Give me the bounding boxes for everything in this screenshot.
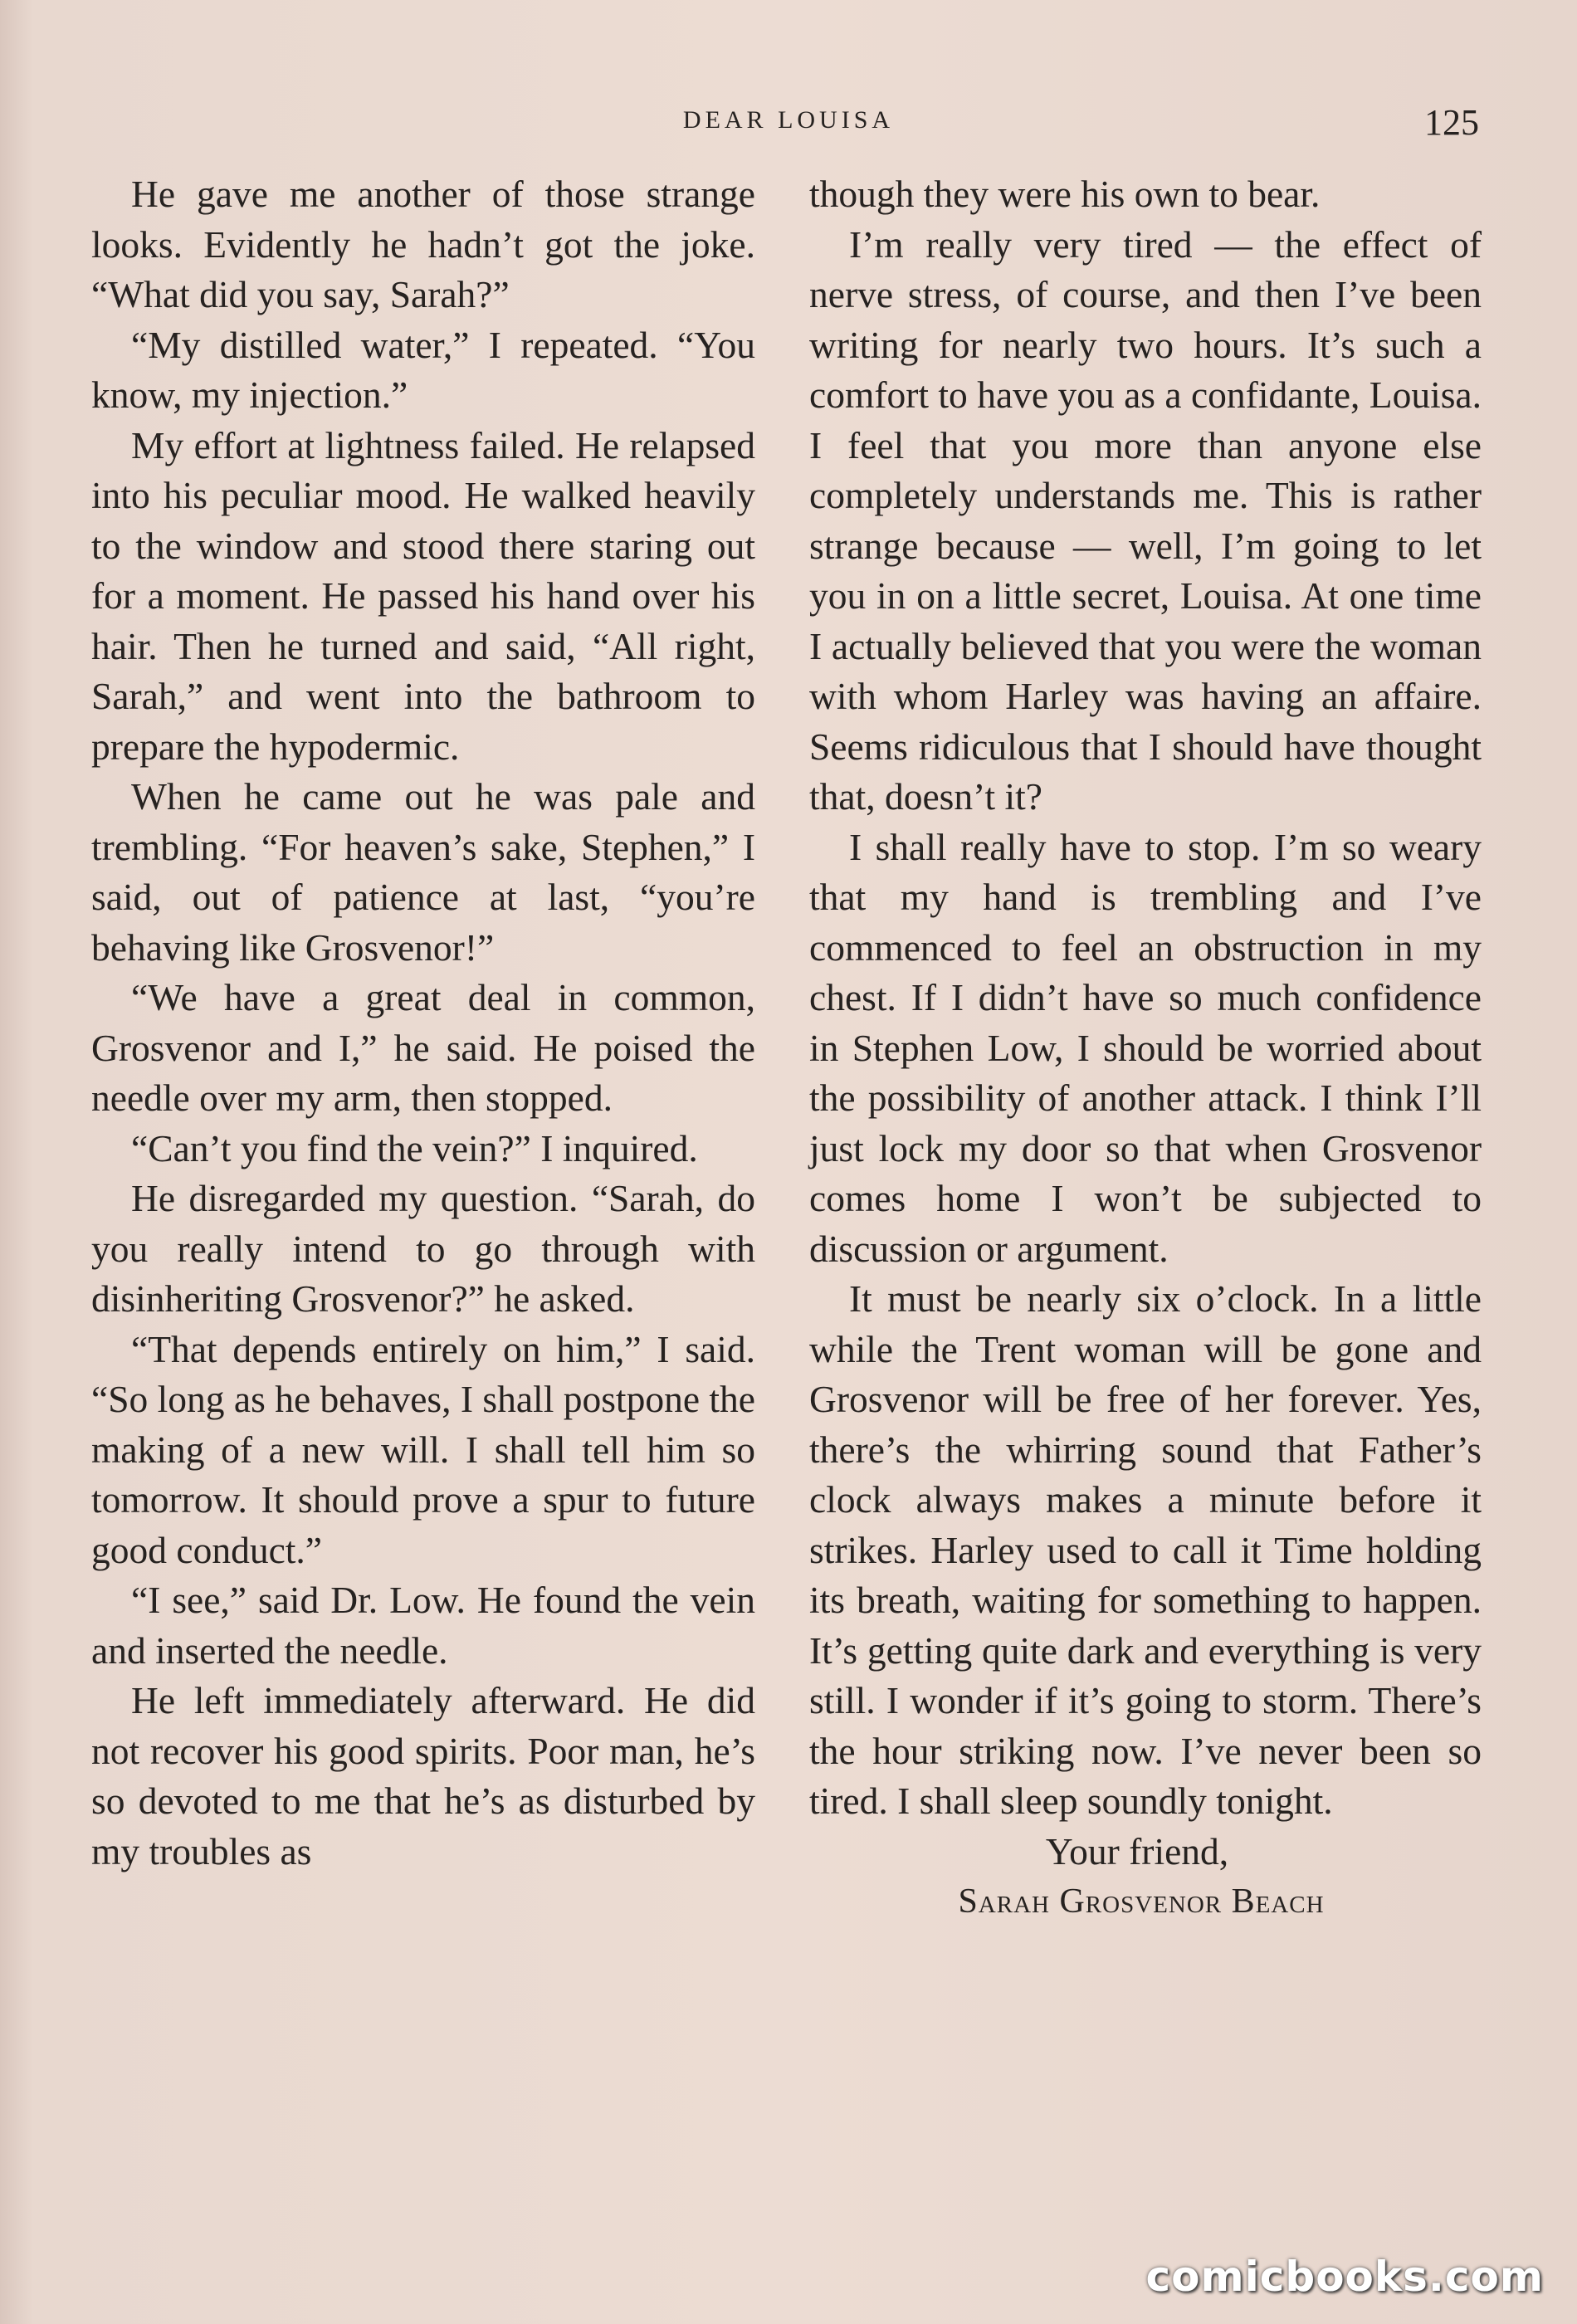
page-number: 125 [1424, 102, 1479, 143]
paragraph: When he came out he was pale and trembling. “For heaven’s sake, Stephen,” I said, out of patience at last, “you’re behaving like Grosvenor!” [91, 775, 755, 969]
right-column [809, 169, 1482, 1927]
paragraph: “Can’t you find the vein?” I inquired. [131, 1126, 698, 1169]
watermark: comicbooks.com [1145, 2253, 1544, 2301]
paragraph: “I see,” said Dr. Low. He found the vein and inserted the needle. [91, 1579, 755, 1672]
paragraph: He left immediately afterward. He did not recover his good spirits. Poor man, he’s so devoted to me that he’s as disturbed by my troubles as [91, 1679, 755, 1872]
paragraph: “That depends entirely on him,” I said. “So long as he behaves, I shall postpone the making of a new will. I shall tell him so tomorrow. It should prove a spur to future good conduct.” [91, 1327, 755, 1571]
letter-signature: Sarah Grosvenor Beach [958, 1882, 1325, 1921]
paragraph: “My distilled water,” I repeated. “You know, my injection.” [91, 323, 755, 416]
letter-closing: Your friend, [1045, 1829, 1229, 1872]
page-header [0, 101, 1577, 143]
paragraph: He disregarded my question. “Sarah, do you really intend to go through with disinheriting Grosvenor?” he asked. [91, 1177, 755, 1320]
left-column [91, 169, 755, 1877]
paragraph: “We have a great deal in common, Grosvenor and I,” he said. He poised the needle over my arm, then stopped. [91, 976, 755, 1119]
paragraph: He gave me another of those strange looks. Evidently he hadn’t got the joke. “What did you say, Sarah?” [91, 173, 755, 315]
running-head: DEAR LOUISA [682, 106, 895, 134]
paragraph: I’m really very tired — the effect of nerve stress, of course, and then I’ve been writing for nearly two hours. It’s such a comfort to have you as a confidante, Louisa. I feel that you more than anyone else completely understands me. This is rather strange because — well, I’m going to let you in on a little secret, Louisa. At one time I actually believed that you were the woman with whom Harley was having an affaire. Seems ridiculous that I should have thought that, doesn’t it? [809, 222, 1482, 818]
paragraph-continuation: though they were his own to bear. [809, 173, 1321, 215]
paragraph: My effort at lightness failed. He relapsed into his peculiar mood. He walked heavily to the window and stood there staring out for a moment. He passed his hand over his hair. Then he turned and said, “All right, Sarah,” and went into the bathroom to prepare the hypodermic. [91, 423, 755, 768]
paragraph: I shall really have to stop. I’m so weary that my hand is trembling and I’ve commenced to feel an obstruction in my chest. If I didn’t have so much confidence in Stephen Low, I should be worried about the possibility of another attack. I think I’ll just lock my door so that when Grosvenor comes home I won’t be subjected to discussion or argument. [809, 825, 1482, 1270]
paragraph: It must be nearly six o’clock. In a little while the Trent woman will be gone and Grosvenor will be free of her forever. Yes, there’s the whirring sound that Father’s clock always makes a minute before it strikes. Harley used to call it Time holding its breath, waiting for something to happen. It’s getting quite dark and everything is very still. I wonder if it’s going to storm. There’s the hour striking now. I’ve never been so tired. I shall sleep soundly tonight. [809, 1277, 1482, 1822]
